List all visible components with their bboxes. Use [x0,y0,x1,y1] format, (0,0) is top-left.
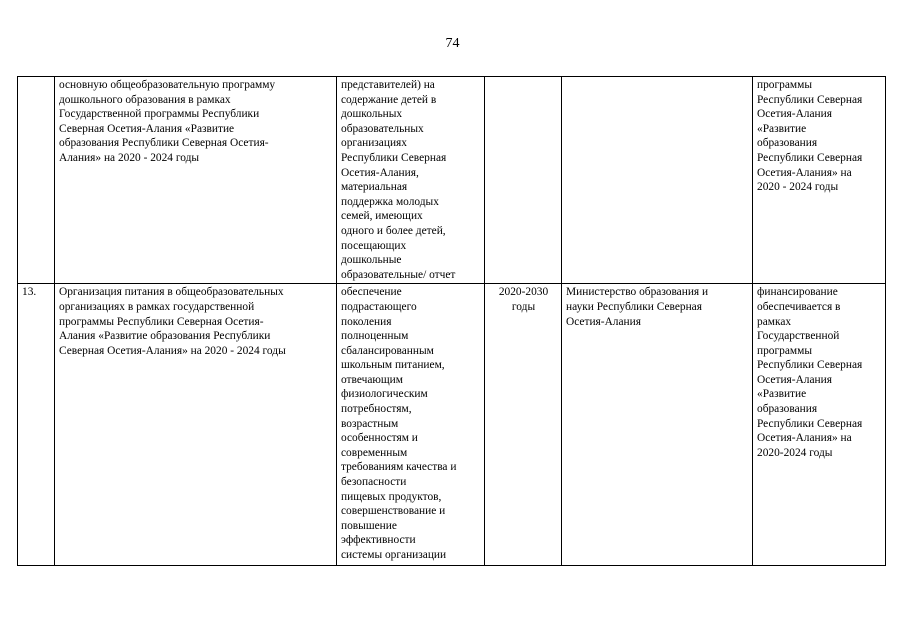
result-cell: представителей) на содержание детей в дошкольных образовательных организациях Республики Северная Осетия-Алания, материальная поддержка молодых семей, имеющих одного и более детей, посещающих дошкольные образовательные/ отчет [337,77,485,284]
activity-cell: Организация питания в общеобразовательных организациях в рамках государственной программы Республики Северная Осетия- Алания «Развитие образования Республики Северная Осетия-Алания» на 2020 - 2024 годы [55,284,337,566]
period-cell [485,77,562,284]
executor-cell: Министерство образования и науки Республики Северная Осетия-Алания [562,284,753,566]
table-row [18,284,886,566]
result-cell: обеспечение подрастающего поколения полноценным сбалансированным школьным питанием, отвечающим физиологическим потребностям, возрастным особенностям и современным требованиям качества и безопасности пищевых продуктов, совершенствование и повышение эффективности системы организации [337,284,485,566]
financing-cell: финансирование обеспечивается в рамках Государственной программы Республики Северная Осетия-Алания «Развитие образования Республики Северная Осетия-Алания» на 2020-2024 годы [753,284,886,566]
row-number-cell: 13. [18,284,55,566]
financing-cell: программы Республики Северная Осетия-Алания «Развитие образования Республики Северная Осетия-Алания» на 2020 - 2024 годы [753,77,886,284]
executor-cell [562,77,753,284]
activity-cell: основную общеобразовательную программу дошкольного образования в рамках Государственной программы Республики Северная Осетия-Алания «Развитие образования Республики Северная Осетия- Алания» на 2020 - 2024 годы [55,77,337,284]
period-cell: 2020-2030 годы [485,284,562,566]
row-number-cell [18,77,55,284]
page-number: 74 [445,36,460,51]
measures-table [17,76,886,566]
table-row [18,77,886,284]
